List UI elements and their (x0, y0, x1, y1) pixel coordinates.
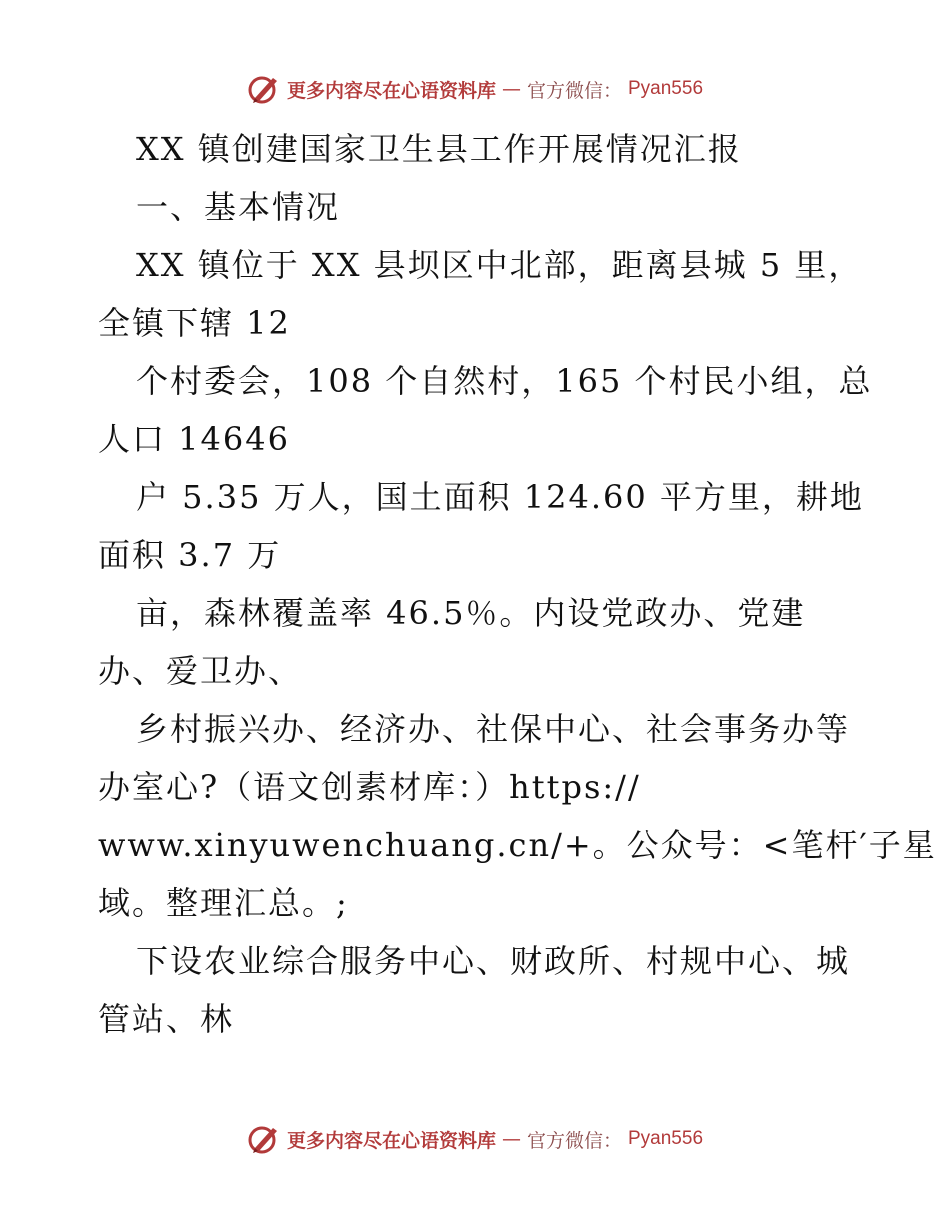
paragraph-line: 办、爱卫办、 (98, 652, 303, 690)
footer-watermark (0, 1122, 950, 1156)
watermark-text: 更多内容尽在心语资料库 (286, 79, 496, 102)
watermark-label: 官方微信： (526, 79, 622, 102)
paragraph-line: 人口 14646 (98, 420, 290, 458)
paragraph-line: 乡村振兴办、经济办、社保中心、社会事务办等 (136, 710, 851, 748)
watermark-separator: — (501, 78, 521, 100)
paragraph-line: 面积 3.7 万 (98, 536, 282, 574)
watermark-separator: — (501, 1128, 521, 1150)
paragraph-line: 下设农业综合服务中心、财政所、村规中心、城 (136, 942, 851, 980)
watermark-id: Pyan556 (628, 1128, 704, 1149)
document-body (98, 120, 937, 1048)
paragraph-line: 管站、林 (98, 1000, 235, 1038)
paragraph-line: 亩，森林覆盖率 46.5％。内设党政办、党建 (136, 594, 806, 632)
header-watermark (0, 72, 950, 106)
watermark-label: 官方微信： (526, 1129, 622, 1152)
paragraph-line: 全镇下辖 12 (98, 304, 291, 342)
paragraph-line: www.xinyuwenchuang.cn/+。公众号：<笔杆′子星 (98, 826, 937, 864)
paragraph-line: 个村委会，108 个自然村，165 个村民小组，总 (136, 362, 873, 400)
section-heading: 一、基本情况 (136, 188, 341, 226)
pen-logo-icon (247, 72, 281, 106)
paragraph-line: 办室心?（语文创素材库：）https:// (98, 768, 641, 806)
document-title: XX 镇创建国家卫生县工作开展情况汇报 (136, 130, 742, 168)
watermark-text: 更多内容尽在心语资料库 (286, 1129, 496, 1152)
paragraph-line: 户 5.35 万人，国土面积 124.60 平方里，耕地 (136, 478, 864, 516)
pen-logo-icon (247, 1122, 281, 1156)
paragraph-line: XX 镇位于 XX 县坝区中北部，距离县城 5 里， (136, 246, 863, 284)
watermark-id: Pyan556 (628, 78, 704, 99)
paragraph-line: 域。整理汇总。; (98, 884, 349, 922)
